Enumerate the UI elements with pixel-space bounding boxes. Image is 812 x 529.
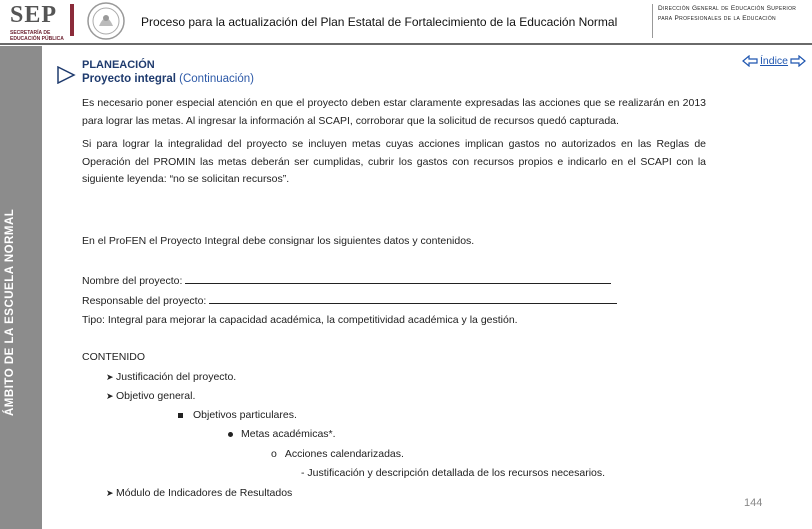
contenido-heading: CONTENIDO — [82, 351, 145, 363]
list-item-text: Módulo de Indicadores de Resultados — [116, 487, 293, 499]
arrow-bullet-icon: ➤ — [106, 371, 114, 382]
sidebar — [0, 46, 42, 529]
list-item-text: Objetivos particulares. — [193, 409, 297, 421]
body-text — [82, 95, 706, 189]
responsible-label: Responsable del proyecto: — [82, 295, 207, 307]
play-outline-icon — [56, 66, 76, 84]
header-rule — [0, 43, 812, 45]
page-number: 144 — [744, 497, 763, 509]
list-item-text: Metas académicas*. — [241, 428, 336, 440]
department-name: Dirección General de Educación Superior para Profesionales de la Educación — [658, 5, 797, 22]
section-subtitle — [82, 73, 254, 85]
sidebar-label: ÁMBITO DE LA ESCUELA NORMAL — [4, 208, 16, 416]
section-title: PLANEACIÓN — [82, 59, 155, 71]
type-line: Tipo: Integral para mejorar la capacidad académica, la competitividad académica y la gestión. — [82, 314, 518, 326]
project-name-line — [82, 274, 611, 287]
square-bullet-icon — [178, 413, 183, 418]
arrow-bullet-icon: ➤ — [106, 390, 114, 401]
list-item-text: Objetivo general. — [116, 390, 196, 402]
list-item — [228, 428, 336, 440]
sep-flag-stripe — [70, 4, 74, 36]
sep-logo — [4, 2, 68, 42]
list-item-text: Justificación del proyecto. — [116, 371, 237, 383]
paragraph-2: Si para lograr la integralidad del proyecto se incluyen metas cuyas acciones implican gastos no autorizados en las Reglas de Operación del PROMIN las metas deberán ser cumplidas, cubrir los gastos con recursos propios e indicarlo en el SCAPI con la siguiente leyenda: “no se solicitan recursos”. — [82, 138, 706, 185]
page-header — [0, 0, 812, 46]
index-nav — [742, 53, 806, 69]
project-name-label: Nombre del proyecto: — [82, 275, 183, 287]
continuation-label: (Continuación) — [179, 73, 254, 85]
responsible-line — [82, 294, 617, 307]
list-item-text: Acciones calendarizadas. — [284, 448, 404, 460]
subtitle-text: Proyecto integral — [82, 73, 176, 85]
list-item — [106, 371, 236, 383]
sep-logo-word: SEP — [10, 2, 58, 28]
list-item — [106, 390, 195, 402]
national-seal-icon — [86, 0, 126, 42]
list-item — [178, 409, 297, 421]
list-item — [106, 487, 292, 499]
circle-bullet-icon: o — [271, 448, 277, 460]
responsible-blank — [209, 294, 617, 304]
header-divider — [652, 4, 653, 38]
index-link[interactable]: Índice — [760, 55, 789, 67]
dot-bullet-icon — [228, 432, 233, 437]
list-item — [271, 448, 404, 460]
sep-logo-line1: SECRETARÍA DE — [10, 30, 51, 36]
sep-logo-line2: EDUCACIÓN PÚBLICA — [10, 36, 64, 42]
arrow-left-icon[interactable] — [742, 55, 758, 67]
arrow-right-icon[interactable] — [790, 55, 806, 67]
list-item-text: - Justificación y descripción detallada de los recursos necesarios. — [301, 467, 606, 479]
arrow-bullet-icon: ➤ — [106, 487, 114, 498]
project-name-blank — [185, 274, 611, 284]
list-item — [301, 467, 605, 479]
document-title: Proceso para la actualización del Plan Estatal de Fortalecimiento de la Educación Normal — [141, 15, 618, 29]
paragraph-1: Es necesario poner especial atención en que el proyecto deben estar claramente expresadas las acciones que se realizarán en 2013 para lograr las metas. Al ingresar la información al SCAPI, corroborar que la solicitud de recursos quedó capturada. — [82, 97, 706, 127]
paragraph-3: En el ProFEN el Proyecto Integral debe consignar los siguientes datos y contenidos. — [82, 235, 475, 247]
